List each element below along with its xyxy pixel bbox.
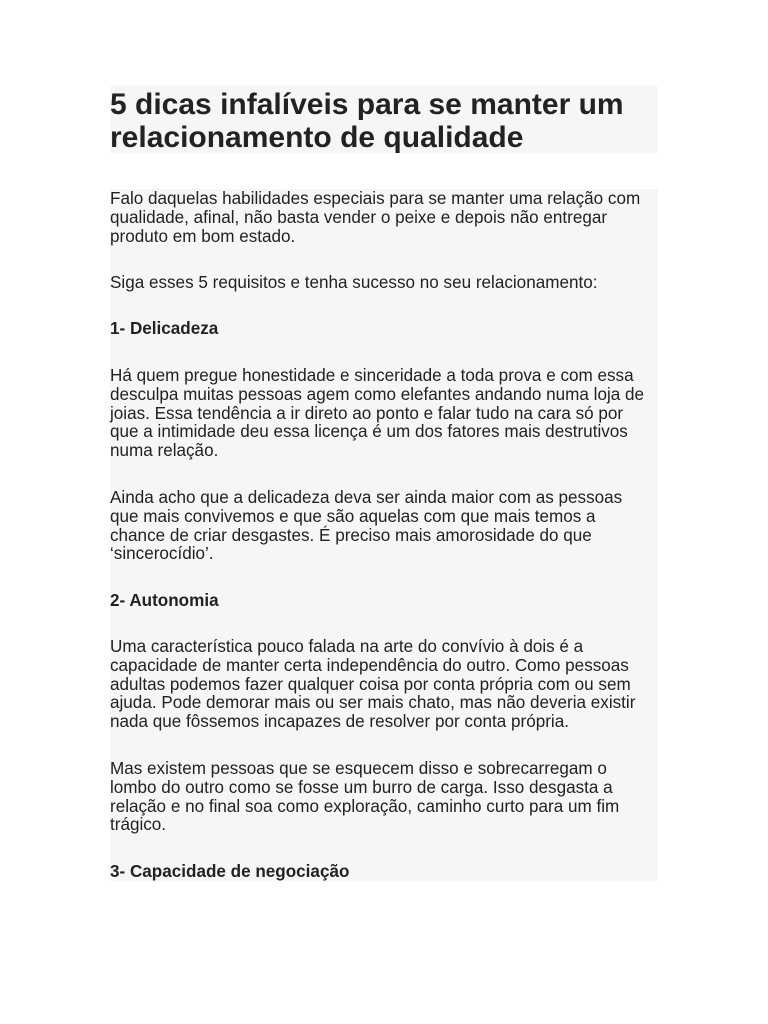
paragraph-delicadeza-1: Há quem pregue honestidade e sinceridade a toda prova e com essa desculpa muitas pessoas agem como elefantes andando numa loja de joias. Essa tendência a ir direto ao ponto e falar tudo na cara só por que a intimidade deu essa licença é um dos fatores mais destrutivos numa relação. [110, 366, 645, 461]
paragraph-intro: Falo daquelas habilidades especiais para se manter uma relação com qualidade, afinal, não basta vender o peixe e depois não entregar produto em bom estado. [110, 189, 641, 246]
paragraph-autonomia-2: Mas existem pessoas que se esquecem disso e sobrecarregam o lombo do outro como se fosse um burro de carga. Isso desgasta a relação e no final soa como exploração, caminho curto para um fim trágico. [110, 759, 620, 835]
heading-autonomia: 2- Autonomia [110, 591, 219, 610]
paragraph-requirements: Siga esses 5 requisitos e tenha sucesso no seu relacionamento: [110, 273, 598, 292]
paragraph-delicadeza-2: Ainda acho que a delicadeza deva ser ainda maior com as pessoas que mais convivemos e que são aquelas com que mais temos a chance de criar desgastes. É preciso mais amorosidade do que ‘sincerocídio’. [110, 488, 623, 564]
article-title: 5 dicas infalíveis para se manter um relacionamento de qualidade [110, 88, 624, 154]
heading-negociacao: 3- Capacidade de negociação [110, 862, 350, 881]
article-body [110, 189, 658, 881]
heading-delicadeza: 1- Delicadeza [110, 319, 219, 338]
paragraph-autonomia-1: Uma característica pouco falada na arte do convívio à dois é a capacidade de manter certa independência do outro. Como pessoas adultas podemos fazer qualquer coisa por conta própria com ou sem ajuda. Pode demorar mais ou ser mais chato, mas não deveria existir nada que fôssemos incapazes de resolver por conta própria. [110, 637, 636, 732]
title-block [110, 86, 658, 153]
